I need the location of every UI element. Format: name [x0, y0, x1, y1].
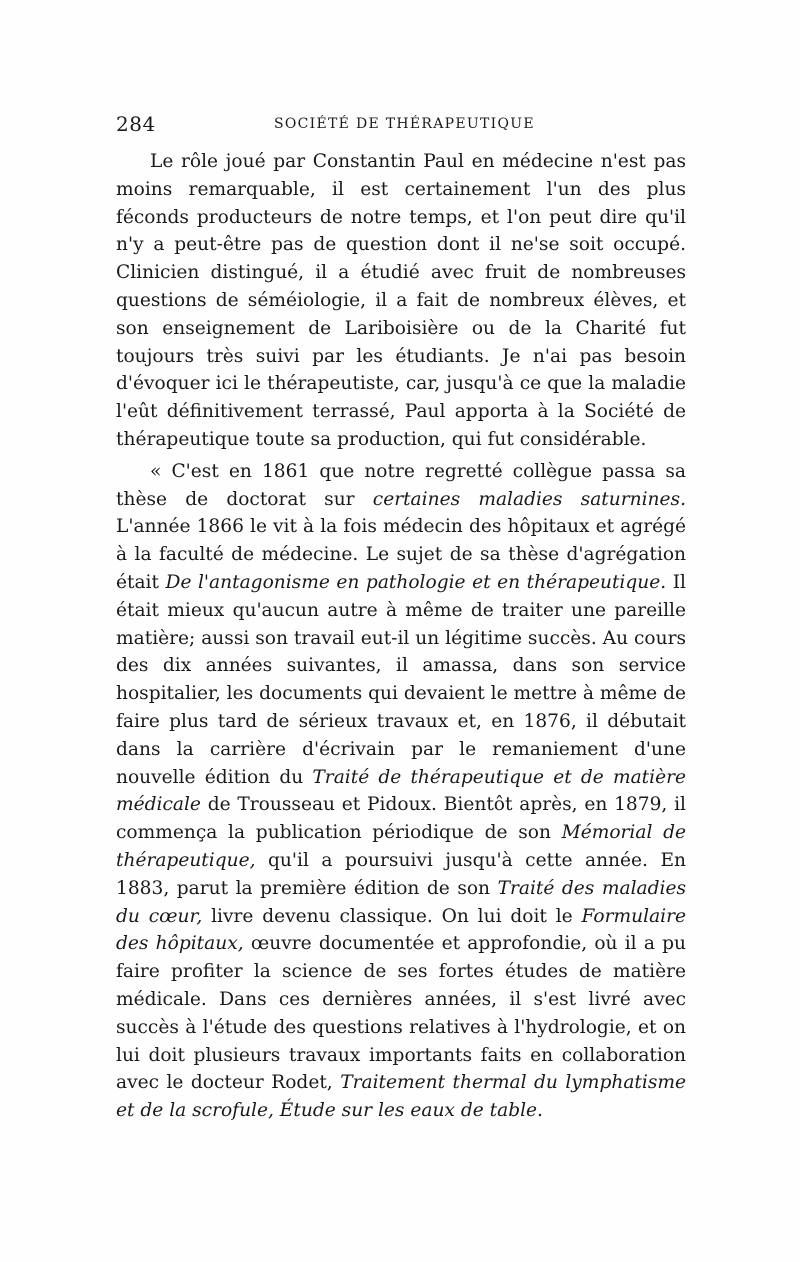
text-segment: L'année 1866 le vit à la fois médecin des hôpitaux et agrégé à la faculté de médecine. Le sujet de sa thèse d'agrégation était [116, 516, 686, 593]
paragraph-2 [116, 458, 686, 1125]
agregation-thesis-title: De l'antagonisme en pathologie et en thérapeutique. [165, 571, 667, 593]
thesis-title: certaines maladies saturnines. [372, 488, 686, 510]
paragraph-1 [116, 148, 686, 454]
text-segment: œuvre documentée et approfondie, où il a pu faire profiter la science de ses fortes études de matière médicale. Dans ces dernières années, il s'est livré avec succès à l'étude des questions relatives à l'hydrologie, et on lui doit plusieurs travaux importants faits en collaboration avec le docteur Rodet, [116, 933, 687, 1094]
book-title-formulaire: Formulaire des hôpitaux, [116, 905, 686, 955]
book-title-traite-coeur: Traité des maladies du cœur, [116, 877, 686, 927]
text-segment: qu'il a poursuivi jusqu'à cette année. En 1883, parut la première édition de son [116, 849, 686, 899]
text-segment: livre devenu classique. On lui doit le [202, 905, 582, 927]
book-title-traitement-thermal: Traitement thermal du lymphatisme et de la scrofule, Étude sur les eaux de table. [116, 1072, 687, 1122]
book-title-traite-therapeutique: Traité de thérapeutique et de matière médicale [116, 766, 687, 816]
page-header [116, 112, 686, 138]
running-head: SOCIÉTÉ DE THÉRAPEUTIQUE [274, 116, 535, 132]
book-title-memorial: Mémorial de thérapeutique, [116, 822, 687, 871]
body-text [116, 148, 686, 1125]
text-segment: « C'est en 1861 que notre regretté collègue passa sa thèse de doctorat sur [116, 460, 686, 510]
page-number: 284 [116, 112, 156, 136]
text-segment: Le rôle joué par Constantin Paul en médecine n'est pas moins remarquable, il est certainement l'un des plus féconds producteurs de notre temps, et l'on peut dire qu'il n'y a peut-être pas de question dont il ne'se soit occupé. Clinicien distingué, il a étudié avec fruit de nombreuses questions de séméiologie, il a fait de nombreux élèves, et son enseignement de Lariboisière ou de la Charité fut toujours très suivi par les étudiants. Je n'ai pas besoin d'évoquer ici le thérapeutiste, car, jusqu'à ce que la maladie l'eût définitivement terrassé, Paul apporta à la Société de thérapeutique toute sa production, qui fut considérable. [116, 151, 686, 450]
text-segment: de Trousseau et Pidoux. Bientôt après, en 1879, il commença la publication périodique de son [116, 794, 686, 844]
text-segment: Il était mieux qu'aucun autre à même de traiter une pareille matière; aussi son travail eut-il un légitime succès. Au cours des dix années suivantes, il amassa, dans son service hospitalier, les documents qui devaient le mettre à même de faire plus tard de sérieux travaux et, en 1876, il débutait dans la carrière d'écrivain par le remaniement d'une nouvelle édition du [116, 571, 687, 788]
